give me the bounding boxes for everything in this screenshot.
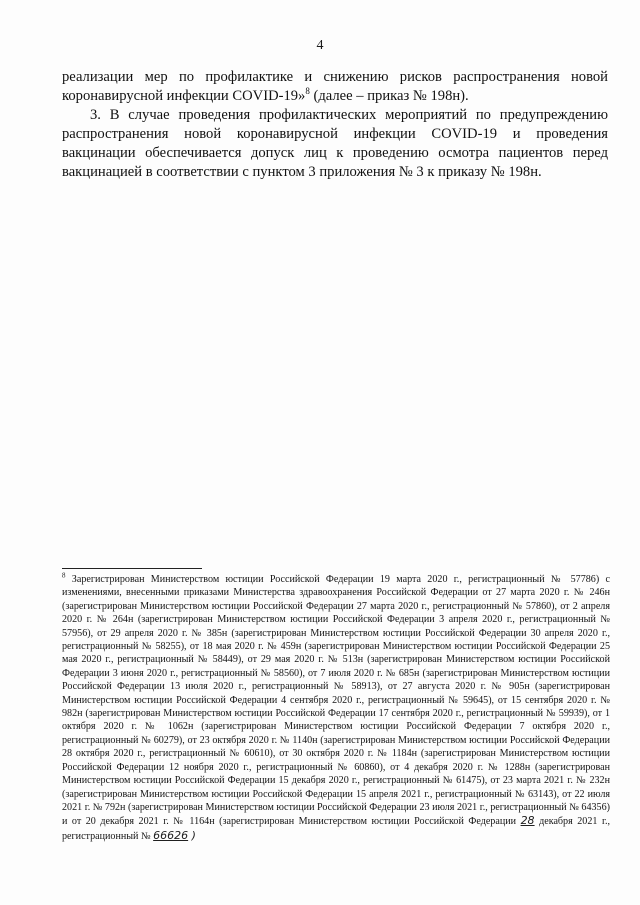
footnote-divider	[62, 568, 202, 569]
paragraph-2: 3. В случае проведения профилактических мероприятий по предупреждению распространения новой коронавирусной инфекции COVID-19 и проведения вакцинации обеспечивается допуск лиц к проведению осмотра пациентов перед вакцинацией в соответствии с пунктом 3 приложения № 3 к приказу № 198н.	[62, 107, 608, 180]
paragraph-1	[62, 68, 608, 106]
footnote-mark: 8	[62, 571, 66, 580]
handwritten-day: 28	[520, 814, 535, 828]
footnote	[62, 573, 610, 843]
footnote-closing: )	[188, 828, 196, 842]
handwritten-registration-number: 66626	[153, 828, 189, 842]
footnote-reference[interactable]: 8	[305, 86, 310, 97]
footnote-text-after-day: декабря 2021 г., регистрационный №	[62, 816, 611, 842]
paragraph-1-text: реализации мер по профилактике и снижению рисков распространения новой коронавирусной инфекции COVID-19»	[62, 69, 608, 104]
paragraph-1-tail: (далее – приказ № 198н).	[309, 88, 469, 104]
body-text	[62, 68, 608, 182]
page-number: 4	[316, 38, 324, 53]
footnote-text: Зарегистрирован Министерством юстиции Российской Федерации 19 марта 2020 г., регистрационный № 57786) с изменениями, внесенными приказами Министерства здравоохранения Российской Федерации от 27 марта 2020 г. № 246н (зарегистрирован Министерством юстиции Российской Федерации 27 марта 2020 г., регистрационный № 57860), от 2 апреля 2020 г. № 264н (зарегистрирован Министерством юстиции Российской Федерации 3 апреля 2020 г., регистрационный № 57956), от 29 апреля 2020 г. № 385н (зарегистрирован Министерством юстиции Российской Федерации 30 апреля 2020 г., регистрационный № 58255), от 18 мая 2020 г. № 459н (зарегистрирован Министерством юстиции Российской Федерации 25 мая 2020 г., регистрационный № 58449), от 29 мая 2020 г. № 513н (зарегистрирован Министерством юстиции Российской Федерации 3 июня 2020 г., регистрационный № 58560), от 7 июля 2020 г. № 685н (зарегистрирован Министерством юстиции Российской Федерации 13 июля 2020 г., регистрационный № 58913), от 27 августа 2020 г. № 905н (зарегистрирован Министерством юстиции Российской Федерации 4 сентября 2020 г., регистрационный № 59645), от 15 сентября 2020 г. № 982н (зарегистрирован Министерством юстиции Российской Федерации 17 сентября 2020 г., регистрационный № 59939), от 1 октября 2020 г. № 1062н (зарегистрирован Министерством юстиции Российской Федерации 7 октября 2020 г., регистрационный № 60279), от 23 октября 2020 г. № 1140н (зарегистрирован Министерством юстиции Российской Федерации 28 октября 2020 г., регистрационный № 60610), от 30 октября 2020 г. № 1184н (зарегистрирован Министерством юстиции Российской Федерации 12 ноября 2020 г., регистрационный № 60860), от 4 декабря 2020 г. № 1288н (зарегистрирован Министерством юстиции Российской Федерации 15 декабря 2020 г., регистрационный № 61475), от 23 марта 2021 г. № 232н (зарегистрирован Министерством юстиции Российской Федерации 15 апреля 2021 г., регистрационный № 63143), от 22 июля 2021 г. № 792н (зарегистрирован Министерством юстиции Российской Федерации 23 июля 2021 г., регистрационный № 64356) и от 20 декабря 2021 г. № 1164н (зарегистрирован Министерством юстиции Российской Федерации	[62, 574, 610, 828]
